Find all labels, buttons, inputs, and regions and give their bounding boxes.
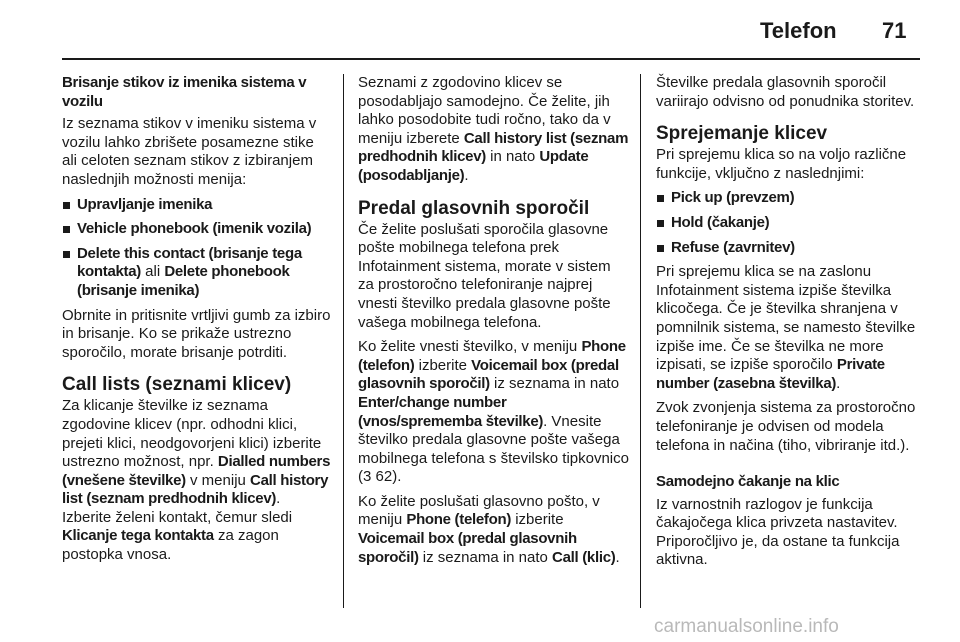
watermark: carmanualsonline.info	[654, 616, 839, 637]
menu-option: Call history list (seznam predhodnih klicev)	[62, 471, 329, 508]
column-divider	[343, 74, 344, 608]
menu-option: Dialled numbers (vnešene številke)	[62, 453, 331, 489]
menu-option: Phone (telefon)	[358, 338, 626, 374]
menu-option: Vehicle phonebook (imenik vozila)	[77, 220, 312, 238]
list-item	[656, 239, 922, 258]
page-reference-icon: 3	[363, 468, 372, 486]
paragraph: Pri sprejemu klica so na voljo različne funkcije, vključno z naslednjimi:	[656, 146, 907, 182]
bullet-square-icon	[63, 202, 70, 209]
list-item	[656, 189, 922, 208]
paragraph: Seznami z zgodovino klicev se posodabljajo samodejno. Če želite, jih lahko posodobite tudi ročno, tako da v meniju izberete Call history list (seznam predhodnih klicev) in nato Update (posodabljanje).	[358, 74, 629, 184]
paragraph: Ko želite poslušati glasovno pošto, v meniju Phone (telefon) izberite Voicemail box (predal glasovnih sporočil) iz seznama in nato Call (klic).	[358, 492, 620, 566]
menu-option: Call (klic)	[552, 548, 616, 566]
column-1	[62, 74, 332, 571]
section-heading: Call lists (seznami klicev)	[62, 374, 292, 396]
bullet-square-icon	[657, 245, 664, 252]
menu-option: Refuse (zavrnitev)	[671, 238, 795, 256]
menu-option: Voicemail box (predal glasovnih sporočil)	[358, 530, 577, 566]
paragraph: Zvok zvonjenja sistema za prostoročno telefoniranje je odvisen od modela telefona in načina (tiho, vibriranje itd.).	[656, 399, 916, 454]
column-2	[358, 74, 630, 573]
paragraph: Ko želite vnesti številko, v meniju Phone (telefon) izberite Voicemail box (predal glasovnih sporočil) iz seznama in nato Enter/change number (vnos/sprememba številke). Vnesite številko predala glasovne pošte vašega mobilnega telefona s številsko tipkovnico (3 62).	[358, 338, 629, 486]
menu-option: Upravljanje imenika	[77, 195, 213, 213]
paragraph: Za klicanje številke iz seznama zgodovine klicev (npr. odhodni klici, prejeti klici, neodgovorjeni klici) izberite ustrezno možnost, npr. Dialled numbers (vnešene številke) v meniju Call history list (seznam predhodnih klicev). Izberite želeni kontakt, čemur sledi Klicanje tega kontakta za zagon postopka vnosa.	[62, 397, 331, 564]
paragraph: Iz seznama stikov v imeniku sistema v vozilu lahko zbrišete posamezne stike ali celoten seznam stikov z izbiranjem naslednjih možnosti menija:	[62, 115, 317, 188]
menu-option: Delete this contact (brisanje tega kontakta)	[77, 244, 302, 281]
bullet-square-icon	[63, 226, 70, 233]
list-item	[62, 196, 332, 215]
section-heading: Predal glasovnih sporočil	[358, 197, 590, 219]
list-item: Delete this contact (brisanje tega kontakta) ali Delete phonebook (brisanje imenika)	[62, 245, 332, 301]
menu-option: Voicemail box (predal glasovnih sporočil)	[358, 356, 619, 393]
paragraph: Če želite poslušati sporočila glasovne pošte mobilnega telefona prek Infotainment sistema, morate v sistem za prostoročno telefoniranje najprej vnesti številko predala glasovne pošte vašega mobilnega telefona.	[358, 220, 611, 331]
paragraph: Pri sprejemu klica se na zaslonu Infotainment sistema izpiše številka klicočega. Če je številka shranjena v pomnilnik sistema, se namesto številke izpiše ime. Če se številka ne more izpisati, se izpiše sporočilo Private number (zasebna številka).	[656, 263, 916, 392]
page-header-title: Telefon	[760, 18, 837, 43]
menu-option: Klicanje tega kontakta	[62, 527, 214, 545]
menu-option: Call history list (seznam predhodnih klicev)	[358, 129, 629, 166]
list-item	[656, 214, 922, 233]
bullet-square-icon	[657, 220, 664, 227]
column-divider	[640, 74, 641, 608]
bullet-list	[62, 196, 332, 301]
paragraph: Obrnite in pritisnite vrtljivi gumb za izbiro in brisanje. Ko se prikaže ustrezno sporočilo, morate brisanje potrditi.	[62, 306, 331, 361]
bullet-square-icon	[63, 251, 70, 258]
menu-option: Phone (telefon)	[406, 511, 512, 529]
bullet-square-icon	[657, 195, 664, 202]
menu-option: Pick up (prevzem)	[671, 189, 795, 207]
column-3	[656, 74, 922, 576]
bullet-list	[656, 189, 922, 257]
menu-option: Delete phonebook (brisanje imenika)	[77, 263, 290, 299]
menu-option: Enter/change number (vnos/sprememba številke)	[358, 393, 544, 430]
list-item	[62, 220, 332, 239]
section-heading: Brisanje stikov iz imenika sistema v vozilu	[62, 74, 307, 110]
paragraph: Iz varnostnih razlogov je funkcija čakajočega klica privzeta nastavitev. Priporočljivo je, da ostane ta funkcija aktivna.	[656, 495, 900, 569]
page-number: 71	[882, 18, 907, 43]
section-heading: Sprejemanje klicev	[656, 123, 828, 145]
section-heading: Samodejno čakanje na klic	[656, 473, 840, 491]
paragraph: Številke predala glasovnih sporočil variirajo odvisno od ponudnika storitev.	[656, 74, 915, 110]
header-rule	[62, 58, 920, 60]
menu-option: Private number (zasebna številka)	[656, 356, 885, 392]
menu-option: Update (posodabljanje)	[358, 148, 589, 184]
menu-option: Hold (čakanje)	[671, 213, 770, 231]
